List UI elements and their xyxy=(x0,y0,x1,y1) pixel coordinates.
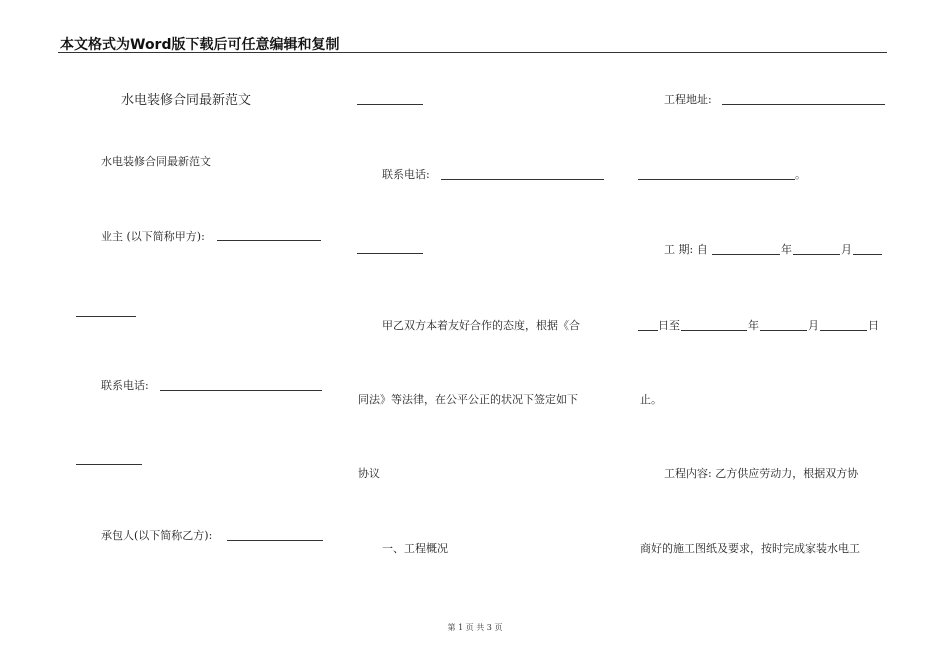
agreement-paragraph-line-2: 同法》等法律，在公平公正的状况下签定如下 xyxy=(358,393,578,406)
contractor-phone-blank-continued xyxy=(357,253,423,254)
end-day-label: 日 xyxy=(868,319,879,332)
project-address-blank xyxy=(722,104,885,105)
agreement-paragraph-line-3: 协议 xyxy=(358,467,380,480)
document-subtitle: 水电装修合同最新范文 xyxy=(101,155,211,168)
header-divider xyxy=(58,52,887,53)
contractor-phone-blank xyxy=(441,179,604,180)
agreement-paragraph-line-1: 甲乙双方本着友好合作的态度，根据《合 xyxy=(382,319,580,332)
start-day-blank-continued xyxy=(638,330,658,331)
contractor-label: 承包人(以下简称乙方): xyxy=(101,529,213,542)
contractor-name-blank xyxy=(227,540,323,541)
page-number-footer: 第 1 页 共 3 页 xyxy=(447,623,503,632)
end-month-blank xyxy=(760,330,807,331)
owner-phone-blank xyxy=(160,390,322,391)
end-year-blank xyxy=(681,330,747,331)
end-day-blank xyxy=(820,330,867,331)
period-label: 工 期: 自 xyxy=(664,243,708,256)
section-heading-project-overview: 一、工程概况 xyxy=(382,542,448,555)
contractor-phone-label: 联系电话: xyxy=(382,168,430,181)
start-month-label: 月 xyxy=(841,243,852,256)
start-year-blank xyxy=(712,254,780,255)
owner-phone-blank-continued xyxy=(76,464,142,465)
start-year-label: 年 xyxy=(781,243,792,256)
document-header-title: 本文格式为Word版下载后可任意编辑和复制 xyxy=(60,37,340,53)
project-address-blank-continued xyxy=(638,179,795,180)
owner-name-blank-continued xyxy=(76,316,136,317)
end-month-label: 月 xyxy=(808,319,819,332)
start-day-blank xyxy=(853,254,882,255)
project-content-line-1: 工程内容: 乙方供应劳动力，根据双方协 xyxy=(664,467,859,480)
owner-label: 业主 (以下简称甲方): xyxy=(101,230,205,243)
document-title: 水电装修合同最新范文 xyxy=(121,93,252,108)
project-content-line-2: 商好的施工图纸及要求，按时完成家装水电工 xyxy=(640,542,860,555)
contractor-name-blank-continued xyxy=(357,104,423,105)
owner-name-blank xyxy=(217,240,321,241)
owner-phone-label: 联系电话: xyxy=(101,379,149,392)
start-month-blank xyxy=(793,254,840,255)
end-date-label: 日至 xyxy=(658,319,680,332)
end-year-label: 年 xyxy=(748,319,759,332)
address-end-mark: 。 xyxy=(795,168,806,181)
project-address-label: 工程地址: xyxy=(664,93,712,106)
period-end-text: 止。 xyxy=(640,393,662,406)
